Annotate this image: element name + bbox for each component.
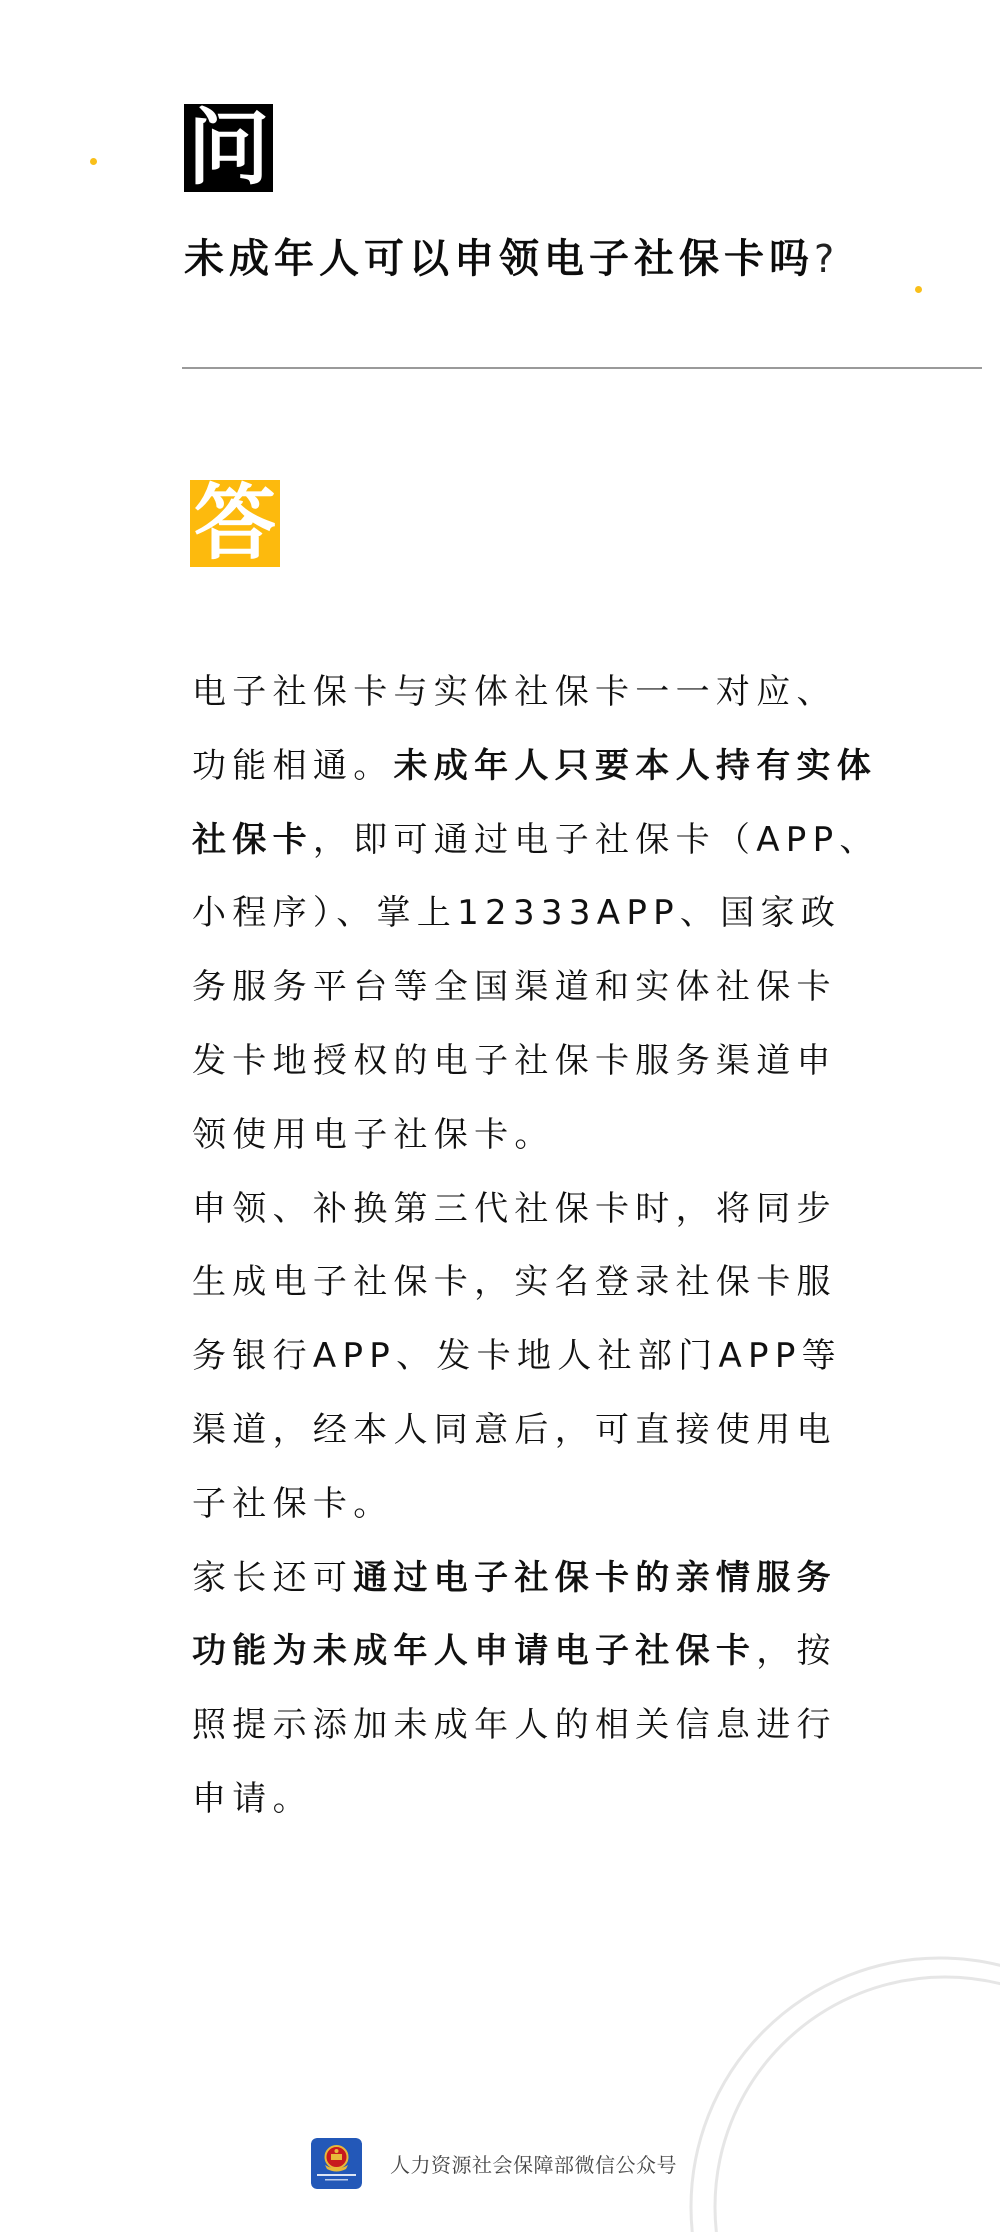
answer-text: 务服务平台等全国渠道和实体社保卡 <box>192 967 837 1008</box>
answer-line <box>192 1246 852 1320</box>
footer-attribution <box>311 2138 677 2189</box>
answer-line <box>192 1468 852 1542</box>
answer-body <box>192 656 880 1837</box>
answer-line <box>192 1394 852 1468</box>
question-badge <box>184 104 273 192</box>
answer-line <box>192 877 852 951</box>
answer-line <box>192 951 852 1025</box>
answer-line <box>192 1689 852 1763</box>
answer-line <box>192 804 880 878</box>
section-divider <box>182 367 982 369</box>
question-title <box>184 230 839 288</box>
answer-emphasis-text: 未成年人只要本人持有实体 <box>393 745 878 786</box>
answer-line <box>192 1099 852 1173</box>
decorative-dot-left <box>90 158 97 165</box>
answer-line <box>192 1173 852 1247</box>
answer-text: 小程序）、掌上12333APP、国家政 <box>192 893 842 934</box>
answer-text: 发卡地授权的电子社保卡服务渠道申 <box>192 1040 837 1081</box>
answer-line <box>192 1542 852 1616</box>
answer-paragraph <box>192 1173 852 1542</box>
answer-paragraph <box>192 656 880 1173</box>
answer-text: 渠道，经本人同意后，可直接使用电 <box>192 1409 837 1450</box>
answer-text: 领使用电子社保卡。 <box>192 1114 555 1155</box>
question-title-text: 未成年人可以申领电子社保卡吗 <box>184 236 814 282</box>
answer-emphasis-text: 社保卡 <box>192 819 313 860</box>
answer-line <box>192 1025 852 1099</box>
answer-text: 功能相通。 <box>192 745 394 786</box>
answer-line <box>192 1763 852 1837</box>
answer-line <box>192 730 878 804</box>
answer-line <box>192 1320 852 1394</box>
answer-badge-char: 答 <box>193 480 276 567</box>
answer-emphasis-text: 通过电子社保卡的亲情服务 <box>353 1557 837 1598</box>
answer-emphasis-text: 功能为未成年人申请电子社保卡 <box>192 1631 757 1672</box>
decorative-dot-right <box>915 286 922 293</box>
question-mark: ? <box>814 237 840 281</box>
answer-text: 申请。 <box>192 1778 313 1819</box>
answer-text: 生成电子社保卡，实名登录社保卡服 <box>192 1262 837 1303</box>
national-emblem-logo-icon <box>311 2138 362 2189</box>
answer-text: 家长还可 <box>192 1557 354 1598</box>
answer-text: 子社保卡。 <box>192 1483 394 1524</box>
answer-paragraph <box>192 1542 852 1837</box>
answer-text: 务银行APP、发卡地人社部门APP等 <box>192 1336 842 1377</box>
answer-text: 电子社保卡与实体社保卡一一对应、 <box>192 672 837 712</box>
question-badge-char: 问 <box>187 104 270 192</box>
footer-text: 人力资源社会保障部微信公众号 <box>390 2153 677 2177</box>
answer-line <box>192 656 852 730</box>
answer-text: 申领、补换第三代社保卡时，将同步 <box>192 1188 837 1229</box>
answer-badge <box>190 480 280 567</box>
answer-text: ，即可通过电子社保卡（APP、 <box>312 819 880 860</box>
answer-text: 照提示添加未成年人的相关信息进行 <box>192 1705 837 1746</box>
answer-line <box>192 1615 852 1689</box>
answer-text: ，按 <box>756 1631 837 1672</box>
